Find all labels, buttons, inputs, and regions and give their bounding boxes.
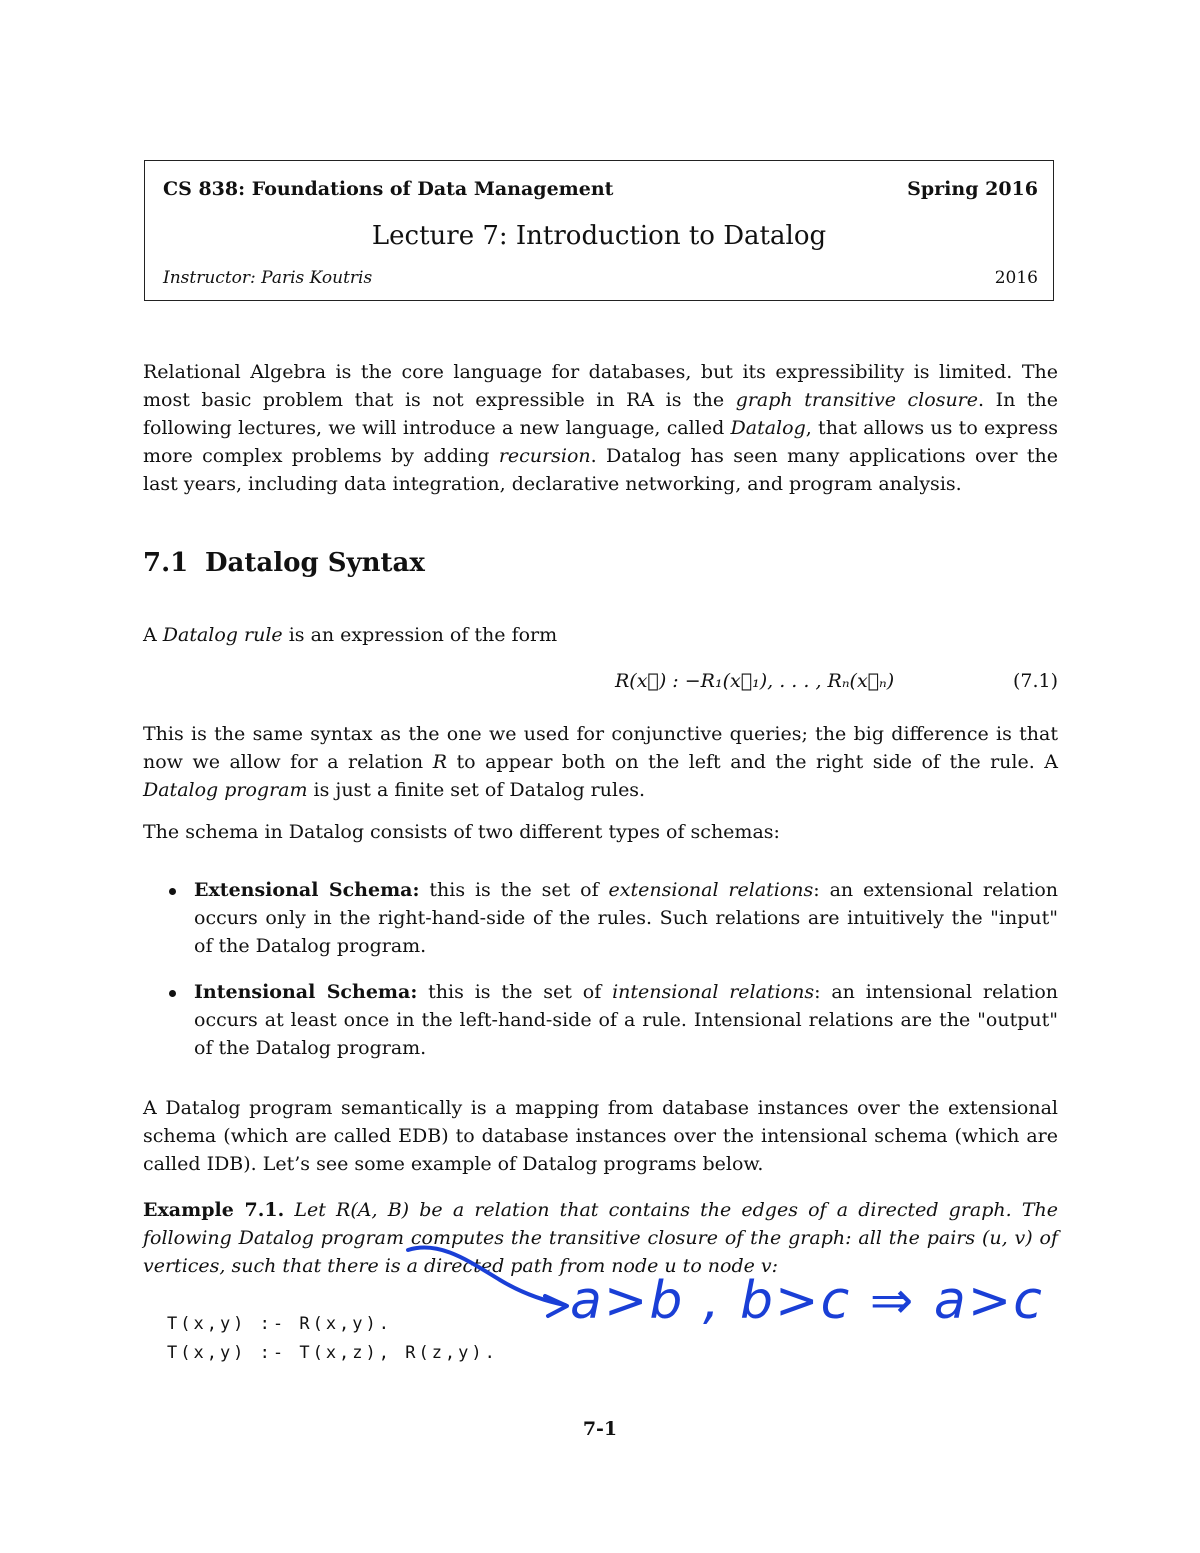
schema-list xyxy=(143,876,1058,1080)
schema-paragraph: The schema in Datalog consists of two different types of schemas: xyxy=(143,821,780,843)
list-item: Intensional Schema: this is the set of intensional relations: an intensional relation occurs at least once in the left-hand-side of a rule. Intensional relations are the "output" of the Datalog program. xyxy=(143,978,1058,1062)
instructor: Instructor: Paris Koutris xyxy=(163,268,373,288)
equation-number: (7.1) xyxy=(1012,670,1058,692)
lecture-title: Lecture 7: Introduction to Datalog xyxy=(371,221,827,251)
rule-intro-paragraph: A Datalog rule is an expression of the form xyxy=(143,624,558,646)
annotation-arrowhead-icon xyxy=(545,1296,567,1316)
syntax-paragraph: This is the same syntax as the one we used for conjunctive queries; the big difference is that now we allow for a relation R to appear both on the left and the right side of the rule. A Datalog program is just a finite set of Datalog rules. xyxy=(143,723,1058,801)
year: 2016 xyxy=(994,268,1038,288)
intro-paragraph: Relational Algebra is the core language for databases, but its expressibility is limited. The most basic problem that is not expressible in RA is the graph transitive closure. In the following lectures, we will introduce a new language, called Datalog, that allows us to express more complex problems by adding recursion. Datalog has seen many applications over the last years, including data integration, declarative networking, and program analysis. xyxy=(143,361,1058,495)
list-item: Extensional Schema: this is the set of extensional relations: an extensional relation occurs only in the right-hand-side of the rules. Such relations are intuitively the "input" of the Datalog program. xyxy=(143,876,1058,960)
datalog-rule-equation xyxy=(143,670,1058,700)
bullet-icon xyxy=(169,888,176,895)
course-name: CS 838: Foundations of Data Management xyxy=(163,178,614,200)
section-heading: 7.1 Datalog Syntax xyxy=(143,548,425,578)
mapping-paragraph: A Datalog program semantically is a mapping from database instances over the extensional schema (which are called EDB) to database instances over the intensional schema (which are called IDB). Let’s see some example of Datalog programs below. xyxy=(143,1097,1058,1175)
lecture-header-box xyxy=(144,160,1054,301)
bullet-icon xyxy=(169,990,176,997)
code-line: T(x,y) :- R(x,y). xyxy=(167,1314,392,1334)
example-paragraph: Example 7.1. Let R(A, B) be a relation that contains the edges of a directed graph. The following Datalog program computes the transitive closure of the graph: all the pairs (u, v) of vertices, such that there is a directed path from node u to node v: xyxy=(143,1199,1058,1277)
annotation-text: a>b , b>c ⇒ a>c xyxy=(570,1271,1044,1331)
code-line: T(x,y) :- T(x,z), R(z,y). xyxy=(167,1343,498,1363)
page-number: 7-1 xyxy=(582,1418,618,1440)
equation-body: R(x⃗) : −R₁(x⃗₁), . . . , Rₙ(x⃗ₙ) xyxy=(615,670,895,692)
term: Spring 2016 xyxy=(907,178,1038,200)
